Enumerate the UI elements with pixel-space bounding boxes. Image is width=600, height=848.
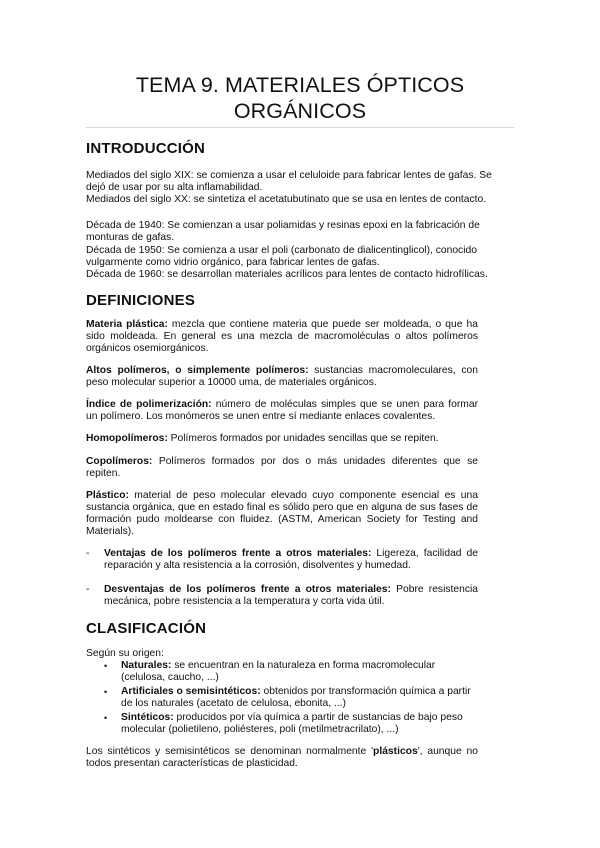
- bullet-item: [121, 660, 479, 684]
- definition-text: sustancias macromoleculares, con peso molecular superior a 10000 uma, de materiales orgánicos.: [86, 365, 478, 388]
- dash-marker: -: [86, 548, 90, 559]
- dash-item-text: Pobre resistencia mecánica, pobre resistencia a la temperatura y corta vida útil.: [104, 584, 478, 607]
- section-heading-definiciones: DEFINICIONES: [86, 292, 196, 309]
- dash-item: [104, 584, 478, 608]
- title-divider: [86, 127, 514, 128]
- bullet-icon: •: [104, 687, 108, 697]
- dash-item-text: Ligereza, facilidad de reparación y alta resistencia a la corrosión, disolventes y humedad.: [104, 548, 478, 571]
- intro-line: Mediados del siglo XIX: se comienza a usar el celuloide para fabricar lentes de gafas. Se: [86, 170, 492, 181]
- bullet-item: [121, 686, 479, 710]
- definition-paragraph: [86, 319, 478, 355]
- dash-item-term: Ventajas de los polímeros frente a otros materiales:: [104, 548, 372, 559]
- bullet-icon: •: [104, 661, 108, 671]
- intro-line: vulgarmente como vidrio orgánico, para fabricar lentes de gafas.: [86, 257, 380, 268]
- definition-paragraph: [86, 490, 478, 538]
- closing-text-post: ', aunque no todos presentan características de plasticidad.: [86, 746, 478, 769]
- definition-term: Plástico:: [86, 490, 129, 501]
- bullet-term: Artificiales o semisintéticos:: [121, 686, 261, 697]
- closing-term-plasticos: plásticos: [373, 746, 418, 757]
- definition-paragraph: [86, 456, 478, 480]
- definition-text: material de peso molecular elevado cuyo componente esencial es una sustancia orgánica, que en estado final es sólido pero que en alguna de sus fases de formación pudo moldearse con fluidez. (ASTM, American Society for Testing and Materials).: [86, 490, 478, 537]
- definition-term: Homopolímeros:: [86, 433, 168, 444]
- definition-text: Polímeros formados por unidades sencillas que se repiten.: [167, 433, 439, 444]
- definition-term: Altos polímeros, o simplemente polímeros:: [86, 365, 309, 376]
- definition-paragraph: [86, 399, 478, 423]
- intro-line: Década de 1960: se desarrollan materiales acrílicos para lentes de contacto hidrofílicas.: [86, 269, 488, 280]
- intro-line: dejó de usar por su alta inflamabilidad.: [86, 182, 263, 193]
- bullet-text: obtenidos por transformación química a partir de los naturales (acetato de celulosa, ebonita, ...): [121, 686, 471, 709]
- page-title-line-2: ORGÁNICOS: [233, 99, 367, 123]
- bullet-text: se encuentran en la naturaleza en forma macromolecular (celulosa, caucho, ...): [121, 660, 436, 683]
- section-heading-clasificacion: CLASIFICACIÓN: [86, 620, 207, 637]
- definition-text: número de moléculas simples que se unen para formar un polímero. Los monómeros se unen entre sí mediante enlaces covalentes.: [86, 399, 479, 422]
- intro-line: Década de 1950: Se comienza a usar el poli (carbonato de dialicentinglicol), conocido: [86, 245, 477, 256]
- bullet-item: [121, 712, 479, 736]
- bullet-icon: •: [104, 713, 108, 723]
- definition-term: Copolímeros:: [86, 456, 153, 467]
- definition-paragraph: [86, 433, 478, 445]
- definition-paragraph: [86, 365, 478, 389]
- bullet-term: Naturales:: [121, 660, 172, 671]
- section-heading-introduccion: INTRODUCCIÓN: [86, 140, 206, 157]
- definition-text: mezcla que contiene materia que puede ser moldeada, o que ha sido moldeada. En general es una mezcla de macromoléculas o altos polímeros orgánicos osemiorgánicos.: [86, 319, 478, 354]
- clasificacion-intro: Según su origen:: [86, 648, 164, 659]
- intro-line: Década de 1940: Se comienzan a usar poliamidas y resinas epoxi en la fabricación de: [86, 220, 480, 231]
- intro-line: monturas de gafas.: [86, 232, 175, 243]
- bullet-term: Sintéticos:: [121, 712, 174, 723]
- dash-item: [104, 548, 478, 572]
- closing-text-pre: Los sintéticos y semisintéticos se denominan normalmente ': [86, 746, 374, 757]
- definition-text: Polímeros formados por dos o más unidades diferentes que se repiten.: [86, 456, 478, 479]
- page-title-line-1: TEMA 9. MATERIALES ÓPTICOS: [135, 73, 465, 97]
- dash-item-term: Desventajas de los polímeros frente a otros materiales:: [104, 584, 391, 595]
- definition-term: Materia plástica:: [86, 319, 168, 330]
- dash-marker: -: [86, 584, 90, 595]
- definition-term: Índice de polimerización:: [86, 399, 212, 410]
- bullet-text: producidos por vía química a partir de sustancias de bajo peso molecular (polietileno, poliésteres, poli (metilmetracrilato), ...): [121, 712, 463, 735]
- clasificacion-closing: [86, 746, 478, 770]
- intro-line: Mediados del siglo XX: se sintetiza el acetatubutinato que se usa en lentes de contacto.: [86, 194, 487, 205]
